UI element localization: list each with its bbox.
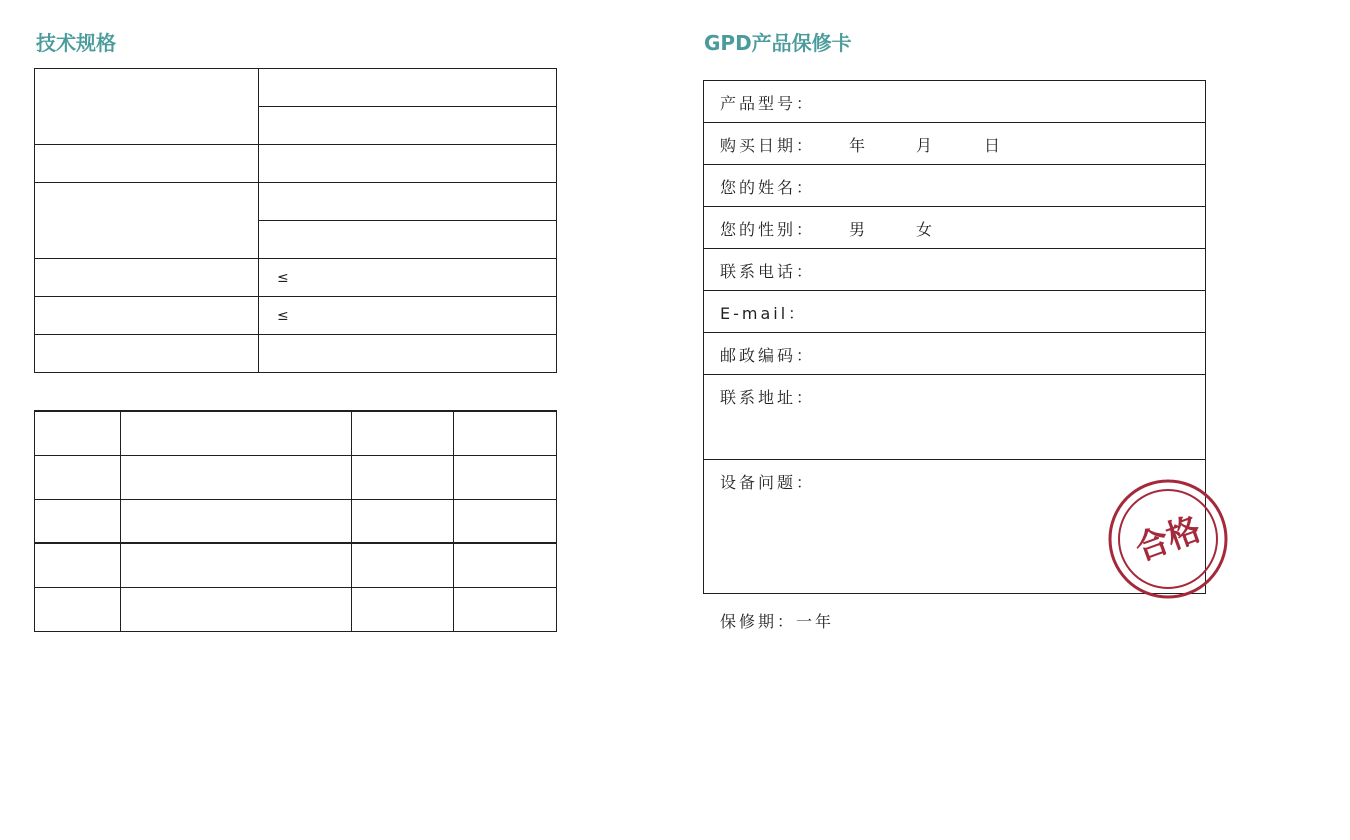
female-option[interactable]: 女 <box>916 220 936 239</box>
spec-cell <box>35 335 259 373</box>
table-cell <box>454 411 557 455</box>
table-cell <box>35 411 121 455</box>
le-symbol: ≤ <box>259 297 557 335</box>
spec-table <box>34 68 557 373</box>
table-row <box>35 499 557 543</box>
gender-label: 您的性别： <box>720 220 816 239</box>
spec-cell <box>259 183 557 221</box>
model-row[interactable] <box>704 81 1205 123</box>
spec-row <box>35 145 557 183</box>
name-row[interactable] <box>704 165 1205 207</box>
gender-row[interactable] <box>704 207 1205 249</box>
table-cell <box>35 455 121 499</box>
phone-label: 联系电话： <box>720 262 816 281</box>
table-cell <box>352 587 454 631</box>
male-option[interactable]: 男 <box>849 220 869 239</box>
month-label: 月 <box>916 136 936 155</box>
spec-cell <box>259 221 557 259</box>
table-row <box>35 455 557 499</box>
table-cell <box>352 455 454 499</box>
spec-row <box>35 335 557 373</box>
spec-cell <box>259 335 557 373</box>
spec-row <box>35 183 557 221</box>
spec-cell <box>35 183 259 259</box>
table-row <box>35 543 557 587</box>
email-row[interactable] <box>704 291 1205 333</box>
spec-cell <box>35 259 259 297</box>
spec-row <box>35 297 557 335</box>
spec-cell <box>35 69 259 145</box>
table-cell <box>352 411 454 455</box>
table-cell <box>121 587 352 631</box>
address-label: 联系地址： <box>720 388 816 407</box>
table-cell <box>454 455 557 499</box>
table-cell <box>35 499 121 543</box>
table-cell <box>121 499 352 543</box>
spec-cell <box>259 107 557 145</box>
qualified-stamp <box>1106 477 1230 601</box>
warranty-heading: GPD产品保修卡 <box>704 31 852 55</box>
table-cell <box>454 499 557 543</box>
table-cell <box>454 587 557 631</box>
table-cell <box>121 543 352 587</box>
spec-row <box>35 69 557 107</box>
table-row <box>35 411 557 455</box>
purchase-date-row[interactable] <box>704 123 1205 165</box>
table-row <box>35 587 557 631</box>
postcode-label: 邮政编码： <box>720 346 816 365</box>
purchase-date-label: 购买日期： <box>720 136 816 155</box>
email-label: E-mail： <box>720 304 808 323</box>
table-cell <box>454 543 557 587</box>
stamp-text: 合格 <box>1130 508 1206 569</box>
spec-cell <box>259 69 557 107</box>
table-cell <box>121 455 352 499</box>
phone-row[interactable] <box>704 249 1205 291</box>
spec-cell <box>35 145 259 183</box>
le-symbol: ≤ <box>259 259 557 297</box>
table-cell <box>352 499 454 543</box>
spec-row <box>35 259 557 297</box>
component-table <box>34 410 557 632</box>
table-cell <box>121 411 352 455</box>
model-label: 产品型号： <box>720 94 816 113</box>
day-label: 日 <box>984 136 1004 155</box>
year-label: 年 <box>849 136 869 155</box>
spec-cell <box>35 297 259 335</box>
table-cell <box>35 587 121 631</box>
postcode-row[interactable] <box>704 333 1205 375</box>
warranty-period: 保修期：一年 <box>720 612 835 631</box>
table-cell <box>35 543 121 587</box>
issue-label: 设备问题： <box>720 473 816 492</box>
spec-heading: 技术规格 <box>36 31 116 55</box>
name-label: 您的姓名： <box>720 178 816 197</box>
address-row[interactable] <box>704 375 1205 460</box>
spec-cell <box>259 145 557 183</box>
table-cell <box>352 543 454 587</box>
